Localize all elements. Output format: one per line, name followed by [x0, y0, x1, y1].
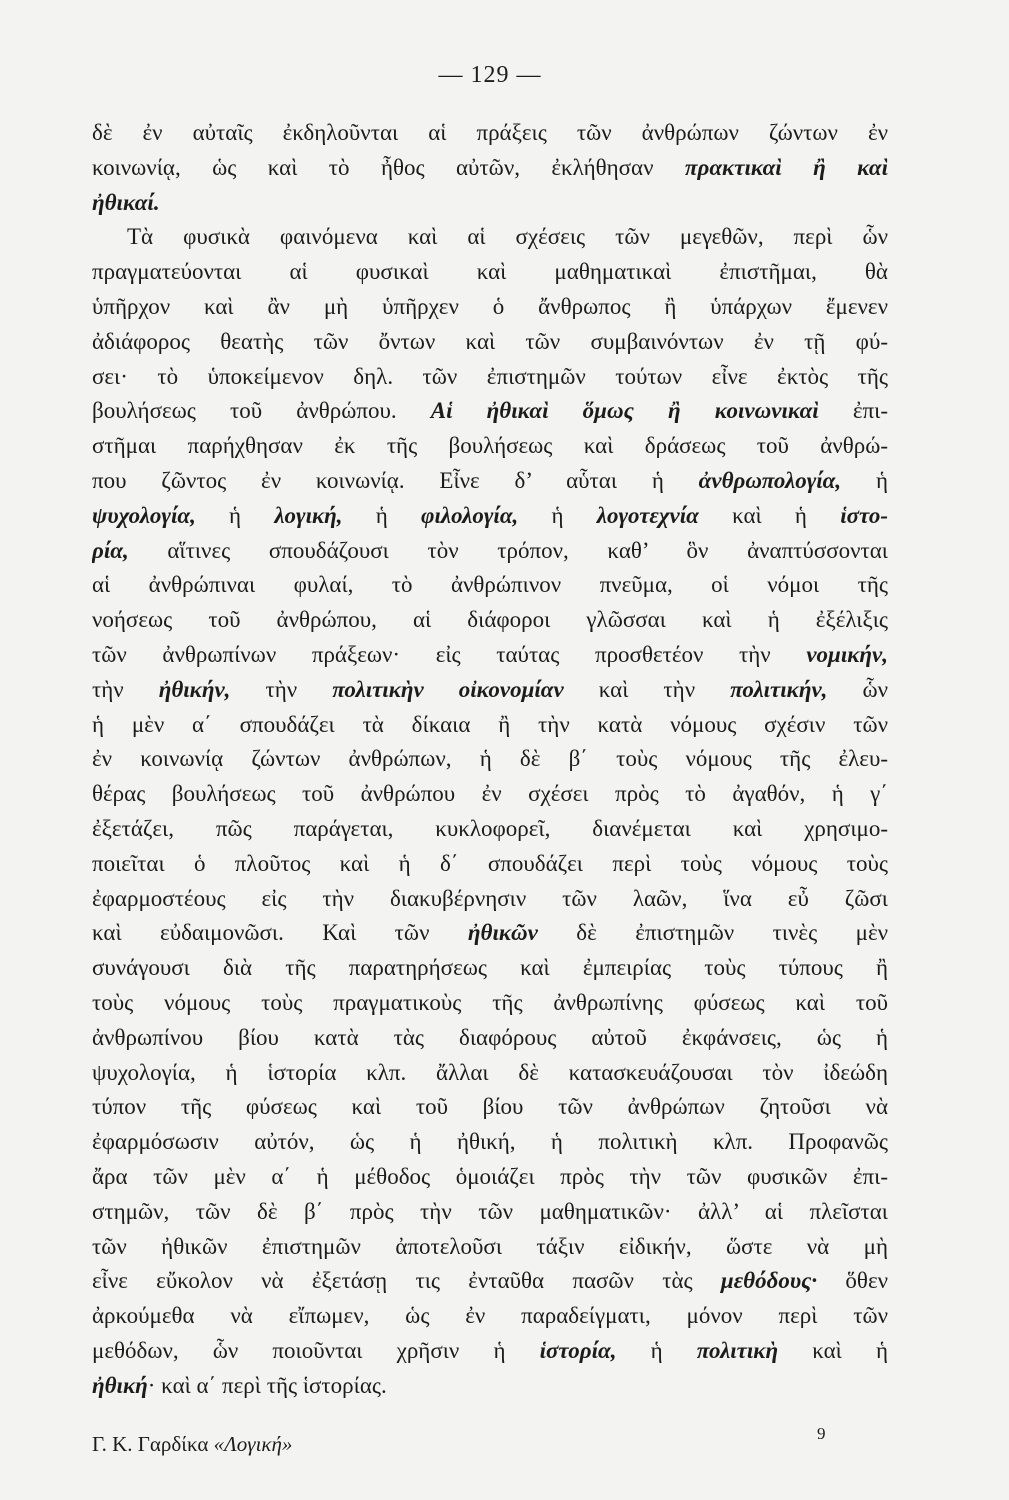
text-run: ψυχολογία, ἡ ἱστορία κλπ. ἄλλαι δὲ κατασκευάζουσαι τὸν ἰδεώδη [92, 1059, 888, 1085]
text-run: ὅθεν [817, 1268, 888, 1294]
text-run: βουλήσεως τοῦ ἀνθρώπου. [92, 398, 431, 424]
emphasized-term: ἠθική [92, 1372, 148, 1398]
emphasized-term: ἱστο- [840, 502, 888, 528]
text-line [92, 499, 888, 534]
text-line [92, 325, 888, 360]
text-run: ἐφαρμοστέους εἰς τὴν διακυβέρνησιν τῶν λαῶν, ἵνα εὖ ζῶσι [92, 885, 888, 911]
text-run: τῶν ἠθικῶν ἐπιστημῶν ἀποτελοῦσι τάξιν εἰδικήν, ὥστε νὰ μὴ [92, 1233, 888, 1259]
text-run: καὶ ἡ [698, 502, 841, 528]
text-run: τὴν [230, 676, 333, 702]
emphasized-term: ἠθικῶν [467, 920, 538, 946]
emphasized-term: νομικήν, [806, 641, 888, 667]
text-run: τύπον τῆς φύσεως καὶ τοῦ βίου τῶν ἀνθρώπων ζητοῦσι νὰ [92, 1094, 888, 1120]
text-run: συνάγουσι διὰ τῆς παρατηρήσεως καὶ ἐμπειρίας τοὺς τύπους ἢ [92, 955, 888, 981]
paragraph [92, 220, 888, 1403]
text-run: κοινωνίᾳ, ὡς καὶ τὸ ἦθος αὐτῶν, ἐκλήθησαν [92, 154, 685, 180]
text-line [92, 220, 888, 255]
text-run: Τὰ φυσικὰ φαινόμενα καὶ αἱ σχέσεις τῶν μεγεθῶν, περὶ ὧν [127, 224, 888, 250]
emphasized-term: πολιτικὴ [696, 1337, 779, 1363]
text-run: τῶν ἀνθρωπίνων πράξεων· εἰς ταύτας προσθετέον τὴν [92, 641, 807, 667]
paragraph [92, 116, 888, 220]
emphasized-term: λογική, [274, 502, 343, 528]
text-run: νοήσεως τοῦ ἀνθρώπου, αἱ διάφοροι γλῶσσαι καὶ ἡ ἐξέλιξις [92, 607, 888, 633]
text-run: ἐξετάζει, πῶς παράγεται, κυκλοφορεῖ, διανέμεται καὶ χρησιμο- [92, 815, 888, 841]
text-line [92, 1125, 888, 1160]
text-line [92, 151, 888, 186]
text-line [92, 568, 888, 603]
text-line [92, 1160, 888, 1195]
text-run: ἄρα τῶν μὲν α΄ ἡ μέθοδος ὁμοιάζει πρὸς τὴν τῶν φυσικῶν ἐπι- [92, 1163, 888, 1189]
text-run: ἡ [518, 502, 597, 528]
text-run: ποιεῖται ὁ πλοῦτος καὶ ἡ δ΄ σπουδάζει περὶ τοὺς νόμους τοὺς [92, 850, 888, 876]
text-run: πραγματεύονται αἱ φυσικαὶ καὶ μαθηματικαὶ ἐπιστῆμαι, θὰ [92, 259, 888, 285]
text-run: τὴν [92, 676, 159, 702]
text-line [92, 603, 888, 638]
text-line [92, 464, 888, 499]
text-run: ἡ μὲν α΄ σπουδάζει τὰ δίκαια ἢ τὴν κατὰ νόμους σχέσιν τῶν [92, 711, 888, 737]
text-run: ἀδιάφορος θεατὴς τῶν ὄντων καὶ τῶν συμβαινόντων ἐν τῇ φύ- [92, 328, 888, 354]
text-run: ἡ [195, 502, 275, 528]
footer-imprint [92, 1432, 292, 1457]
text-line [92, 777, 888, 812]
text-run: ἡ [841, 467, 888, 493]
text-line [92, 673, 888, 708]
text-run: που ζῶντος ἐν κοινωνίᾳ. Εἶνε δ’ αὗται ἡ [92, 467, 699, 493]
text-run: αἵτινες σπουδάζουσι τὸν τρόπον, καθ’ ὃν ἀναπτύσσονται [128, 537, 888, 563]
text-line [92, 1230, 888, 1265]
signature-mark: 9 [817, 1424, 826, 1443]
text-run: ὧν [827, 676, 888, 702]
text-line [92, 255, 888, 290]
text-run: μεθόδων, ὧν ποιοῦνται χρῆσιν ἡ [92, 1337, 540, 1363]
text-line [92, 847, 888, 882]
text-line [92, 360, 888, 395]
text-run: ἡ [616, 1337, 697, 1363]
text-line [92, 638, 888, 673]
footer-author: Γ. Κ. Γαρδίκα [92, 1432, 209, 1456]
emphasized-term: ρία, [92, 537, 129, 563]
text-run: ἐφαρμόσωσιν αὐτόν, ὡς ἡ ἠθική, ἡ πολιτικὴ κλπ. Προφανῶς [92, 1129, 888, 1155]
text-run: ἐπι- [818, 398, 888, 424]
emphasized-term: Αἱ ἠθικαὶ ὅμως ἢ κοινωνικαὶ [430, 398, 819, 424]
text-run: ὑπῆρχον καὶ ἂν μὴ ὑπῆρχεν ὁ ἄνθρωπος ἢ ὑπάρχων ἔμενεν [92, 293, 888, 319]
emphasized-term: πολιτικήν, [730, 676, 828, 702]
footer-book-title: «Λογική» [213, 1432, 293, 1456]
text-line [92, 812, 888, 847]
text-line [92, 1021, 888, 1056]
text-run: ἡ [342, 502, 422, 528]
text-run: ἀρκούμεθα νὰ εἴπωμεν, ὡς ἐν παραδείγματι, μόνον περὶ τῶν [92, 1303, 888, 1329]
text-run: καὶ ἡ [778, 1337, 888, 1363]
text-line [92, 916, 888, 951]
emphasized-term: ἀνθρωπολογία, [698, 467, 842, 493]
text-line [92, 1056, 888, 1091]
text-line [92, 290, 888, 325]
text-line [92, 429, 888, 464]
emphasized-term: ἱστορία, [539, 1337, 617, 1363]
text-run: · καὶ α΄ περὶ τῆς ἱστορίας. [147, 1372, 387, 1398]
text-line [92, 1369, 888, 1404]
text-line [92, 742, 888, 777]
text-run: ἀνθρωπίνου βίου κατὰ τὰς διαφόρους αὐτοῦ ἐκφάνσεις, ὡς ἡ [92, 1024, 888, 1050]
body-text [92, 116, 888, 1403]
text-line [92, 186, 888, 221]
text-run: δὲ ἐν αὐταῖς ἐκδηλοῦνται αἱ πράξεις τῶν ἀνθρώπων ζώντων ἐν [92, 120, 888, 145]
text-run: σει· τὸ ὑποκείμενον δηλ. τῶν ἐπιστημῶν τούτων εἶνε ἐκτὸς τῆς [92, 363, 888, 389]
emphasized-term: ψυχολογία, [92, 502, 196, 528]
emphasized-term: ἠθικαί. [92, 189, 160, 215]
text-run: καὶ τὴν [563, 676, 731, 702]
emphasized-term: πρακτικαὶ ἢ καὶ [684, 154, 888, 180]
page-number: — 129 — [438, 62, 542, 88]
text-line [92, 1299, 888, 1334]
text-line [92, 986, 888, 1021]
text-run: ἐν κοινωνίᾳ ζώντων ἀνθρώπων, ἡ δὲ β΄ τοὺς νόμους τῆς ἐλευ- [92, 746, 888, 772]
text-line [92, 951, 888, 986]
emphasized-term: ἠθικήν, [158, 676, 231, 702]
text-run: στῆμαι παρήχθησαν ἐκ τῆς βουλήσεως καὶ δράσεως τοῦ ἀνθρώ- [92, 433, 888, 459]
text-line [92, 394, 888, 429]
text-line [92, 708, 888, 743]
text-run: εἶνε εὔκολον νὰ ἐξετάσῃ τις ἐνταῦθα πασῶν τὰς [92, 1268, 721, 1294]
emphasized-term: φιλολογία, [421, 502, 519, 528]
text-line [92, 1090, 888, 1125]
text-line [92, 882, 888, 917]
emphasized-term: μεθόδους· [720, 1268, 818, 1294]
text-line [92, 1264, 888, 1299]
emphasized-term: λογοτεχνία [596, 502, 699, 528]
emphasized-term: πολιτικὴν οἰκονομίαν [332, 676, 564, 702]
text-line [92, 116, 888, 151]
text-run: καὶ εὐδαιμονῶσι. Καὶ τῶν [92, 920, 468, 946]
text-run: θέρας βουλήσεως τοῦ ἀνθρώπου ἐν σχέσει πρὸς τὸ ἀγαθόν, ἡ γ΄ [92, 781, 888, 807]
text-run: τοὺς νόμους τοὺς πραγματικοὺς τῆς ἀνθρωπίνης φύσεως καὶ τοῦ [92, 989, 888, 1015]
text-line [92, 1195, 888, 1230]
text-line [92, 534, 888, 569]
text-run: στημῶν, τῶν δὲ β΄ πρὸς τὴν τῶν μαθηματικῶν· ἀλλ’ αἱ πλεῖσται [92, 1198, 888, 1224]
text-run: δὲ ἐπιστημῶν τινὲς μὲν [537, 920, 888, 946]
text-line [92, 1334, 888, 1369]
text-run: αἱ ἀνθρώπιναι φυλαί, τὸ ἀνθρώπινον πνεῦμα, οἱ νόμοι τῆς [92, 572, 888, 598]
